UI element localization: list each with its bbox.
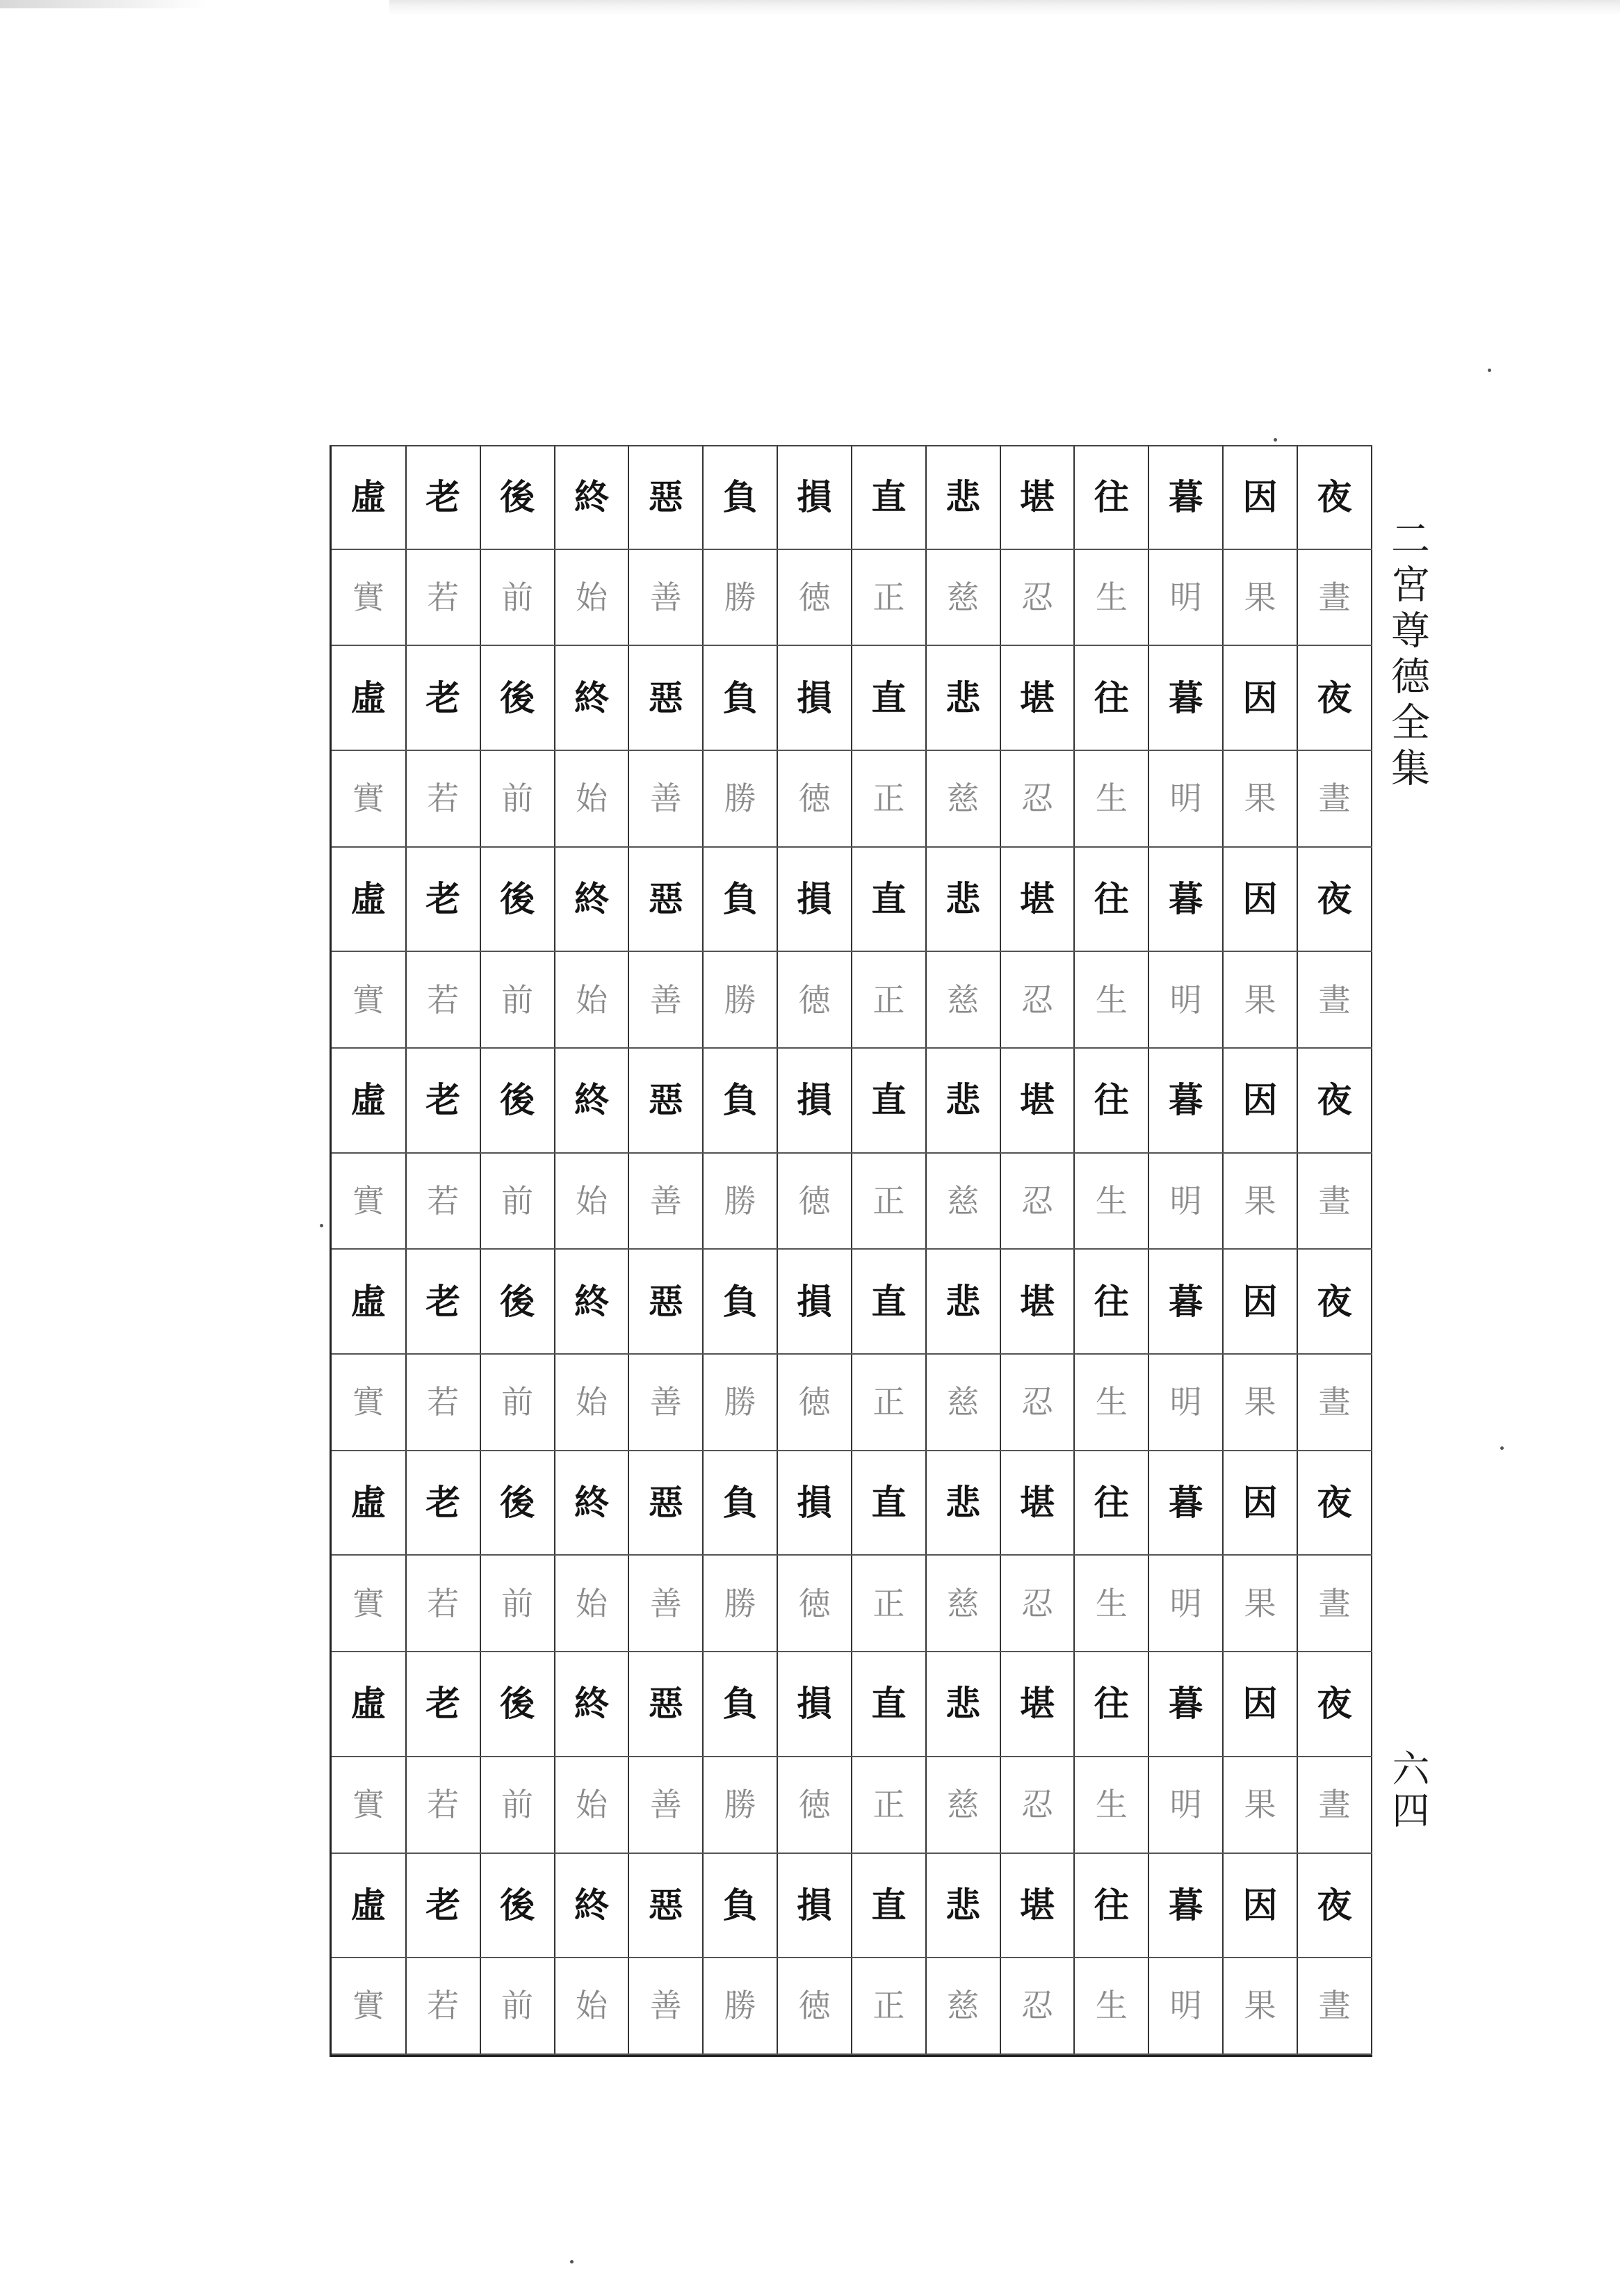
grid-cell: 虛 bbox=[332, 847, 406, 951]
grid-cell: 暮 bbox=[1148, 1249, 1223, 1353]
grid-cell: 損 bbox=[777, 645, 852, 750]
grid-cell: 正 bbox=[852, 1958, 926, 2054]
grid-cell: 因 bbox=[1223, 1451, 1297, 1555]
grid-cell: 若 bbox=[406, 1153, 480, 1250]
grid-cell: 前 bbox=[480, 1958, 555, 2054]
grid-cell: 暮 bbox=[1148, 645, 1223, 750]
grid-cell: 直 bbox=[852, 1048, 926, 1152]
grid-cell: 終 bbox=[555, 1652, 629, 1756]
grid-cell: 負 bbox=[703, 446, 777, 549]
dust-speck bbox=[1488, 369, 1491, 372]
grid-cell: 暮 bbox=[1148, 1048, 1223, 1152]
grid-cell: 勝 bbox=[703, 750, 777, 847]
grid-cell: 往 bbox=[1074, 645, 1148, 750]
grid-cell: 徳 bbox=[777, 1354, 852, 1451]
grid-cell: 明 bbox=[1148, 750, 1223, 847]
grid-cell: 往 bbox=[1074, 1853, 1148, 1958]
grid-cell: 終 bbox=[555, 446, 629, 549]
grid-cell: 勝 bbox=[703, 549, 777, 646]
dust-speck bbox=[1274, 438, 1277, 442]
grid-cell: 勝 bbox=[703, 1555, 777, 1652]
grid-cell: 徳 bbox=[777, 750, 852, 847]
grid-cell: 果 bbox=[1223, 750, 1297, 847]
grid-cell: 善 bbox=[628, 951, 703, 1048]
grid-cell: 悲 bbox=[926, 645, 1000, 750]
grid-cell: 虛 bbox=[332, 1048, 406, 1152]
grid-cell: 果 bbox=[1223, 1153, 1297, 1250]
grid-cell: 因 bbox=[1223, 1249, 1297, 1353]
grid-cell: 勝 bbox=[703, 951, 777, 1048]
grid-cell: 明 bbox=[1148, 1958, 1223, 2054]
grid-cell: 生 bbox=[1074, 1354, 1148, 1451]
grid-cell: 若 bbox=[406, 1354, 480, 1451]
grid-cell: 悲 bbox=[926, 1249, 1000, 1353]
grid-cell: 正 bbox=[852, 1153, 926, 1250]
grid-cell: 勝 bbox=[703, 1153, 777, 1250]
grid-cell: 因 bbox=[1223, 847, 1297, 951]
grid-row bbox=[332, 549, 1372, 646]
grid-cell: 實 bbox=[332, 1757, 406, 1853]
grid-cell: 慈 bbox=[926, 1958, 1000, 2054]
grid-cell: 慈 bbox=[926, 1757, 1000, 1853]
grid-cell: 善 bbox=[628, 1958, 703, 2054]
grid-cell: 正 bbox=[852, 1354, 926, 1451]
grid-cell: 忍 bbox=[1000, 951, 1075, 1048]
grid-cell: 果 bbox=[1223, 1757, 1297, 1853]
grid-cell: 終 bbox=[555, 1048, 629, 1152]
grid-cell: 負 bbox=[703, 847, 777, 951]
grid-cell: 生 bbox=[1074, 1757, 1148, 1853]
grid-cell: 忍 bbox=[1000, 1354, 1075, 1451]
grid-cell: 暮 bbox=[1148, 446, 1223, 549]
grid-cell: 悲 bbox=[926, 1048, 1000, 1152]
grid-cell: 晝 bbox=[1297, 1757, 1372, 1853]
grid-cell: 生 bbox=[1074, 1153, 1148, 1250]
grid-cell: 因 bbox=[1223, 1652, 1297, 1756]
grid-cell: 惡 bbox=[628, 1652, 703, 1756]
grid-cell: 損 bbox=[777, 1853, 852, 1958]
grid-cell: 暮 bbox=[1148, 1853, 1223, 1958]
grid-cell: 勝 bbox=[703, 1958, 777, 2054]
grid-row bbox=[332, 1958, 1372, 2054]
grid-cell: 堪 bbox=[1000, 847, 1075, 951]
grid-cell: 惡 bbox=[628, 1048, 703, 1152]
grid-cell: 直 bbox=[852, 1451, 926, 1555]
grid-row bbox=[332, 1048, 1372, 1152]
grid-cell: 明 bbox=[1148, 1153, 1223, 1250]
grid-row bbox=[332, 1853, 1372, 1958]
grid-cell: 生 bbox=[1074, 951, 1148, 1048]
grid-cell: 虛 bbox=[332, 446, 406, 549]
grid-cell: 直 bbox=[852, 446, 926, 549]
grid-cell: 惡 bbox=[628, 1451, 703, 1555]
grid-cell: 實 bbox=[332, 549, 406, 646]
grid-cell: 老 bbox=[406, 645, 480, 750]
grid-cell: 前 bbox=[480, 1757, 555, 1853]
grid-cell: 直 bbox=[852, 1652, 926, 1756]
grid-row bbox=[332, 645, 1372, 750]
grid-cell: 忍 bbox=[1000, 750, 1075, 847]
grid-row bbox=[332, 1451, 1372, 1555]
grid-cell: 正 bbox=[852, 1555, 926, 1652]
grid-cell: 生 bbox=[1074, 1958, 1148, 2054]
grid-cell: 徳 bbox=[777, 1555, 852, 1652]
grid-cell: 後 bbox=[480, 645, 555, 750]
grid-row bbox=[332, 1354, 1372, 1451]
grid-cell: 老 bbox=[406, 1249, 480, 1353]
grid-cell: 直 bbox=[852, 847, 926, 951]
grid-cell: 善 bbox=[628, 1555, 703, 1652]
character-table bbox=[332, 446, 1372, 2055]
grid-cell: 暮 bbox=[1148, 847, 1223, 951]
grid-cell: 往 bbox=[1074, 1451, 1148, 1555]
grid-cell: 慈 bbox=[926, 951, 1000, 1048]
grid-cell: 果 bbox=[1223, 549, 1297, 646]
grid-cell: 晝 bbox=[1297, 1555, 1372, 1652]
grid-cell: 慈 bbox=[926, 549, 1000, 646]
grid-cell: 直 bbox=[852, 1249, 926, 1353]
grid-cell: 勝 bbox=[703, 1354, 777, 1451]
grid-cell: 損 bbox=[777, 1451, 852, 1555]
grid-cell: 明 bbox=[1148, 951, 1223, 1048]
grid-cell: 若 bbox=[406, 1958, 480, 2054]
grid-cell: 實 bbox=[332, 951, 406, 1048]
grid-cell: 實 bbox=[332, 1555, 406, 1652]
grid-cell: 損 bbox=[777, 847, 852, 951]
grid-cell: 老 bbox=[406, 1451, 480, 1555]
grid-cell: 往 bbox=[1074, 1249, 1148, 1353]
grid-cell: 老 bbox=[406, 847, 480, 951]
grid-cell: 負 bbox=[703, 1652, 777, 1756]
grid-cell: 負 bbox=[703, 1249, 777, 1353]
grid-cell: 明 bbox=[1148, 1555, 1223, 1652]
dust-speck bbox=[1500, 1446, 1504, 1450]
grid-cell: 始 bbox=[555, 1757, 629, 1853]
grid-cell: 老 bbox=[406, 1853, 480, 1958]
grid-cell: 夜 bbox=[1297, 1048, 1372, 1152]
grid-cell: 實 bbox=[332, 1153, 406, 1250]
grid-cell: 前 bbox=[480, 1153, 555, 1250]
grid-cell: 前 bbox=[480, 750, 555, 847]
dust-speck bbox=[320, 1224, 323, 1227]
grid-cell: 往 bbox=[1074, 446, 1148, 549]
grid-cell: 生 bbox=[1074, 750, 1148, 847]
grid-cell: 負 bbox=[703, 645, 777, 750]
running-title: 二宮尊德全集 bbox=[1385, 518, 1430, 793]
grid-cell: 堪 bbox=[1000, 645, 1075, 750]
scan-edge-shadow-top bbox=[389, 0, 1620, 15]
grid-cell: 虛 bbox=[332, 1451, 406, 1555]
grid-cell: 夜 bbox=[1297, 1249, 1372, 1353]
scan-edge-shadow-left bbox=[0, 0, 209, 8]
grid-cell: 慈 bbox=[926, 1153, 1000, 1250]
grid-cell: 負 bbox=[703, 1048, 777, 1152]
grid-cell: 實 bbox=[332, 750, 406, 847]
grid-cell: 損 bbox=[777, 1249, 852, 1353]
grid-cell: 直 bbox=[852, 645, 926, 750]
grid-cell: 因 bbox=[1223, 1048, 1297, 1152]
grid-cell: 後 bbox=[480, 847, 555, 951]
grid-cell: 勝 bbox=[703, 1757, 777, 1853]
grid-cell: 老 bbox=[406, 1048, 480, 1152]
grid-cell: 堪 bbox=[1000, 1853, 1075, 1958]
grid-cell: 因 bbox=[1223, 446, 1297, 549]
grid-cell: 夜 bbox=[1297, 1451, 1372, 1555]
grid-cell: 堪 bbox=[1000, 1048, 1075, 1152]
grid-cell: 負 bbox=[703, 1451, 777, 1555]
grid-row bbox=[332, 1153, 1372, 1250]
grid-cell: 前 bbox=[480, 951, 555, 1048]
grid-cell: 慈 bbox=[926, 1555, 1000, 1652]
page-number: 六四 bbox=[1386, 1749, 1430, 1832]
grid-cell: 損 bbox=[777, 446, 852, 549]
grid-cell: 前 bbox=[480, 1555, 555, 1652]
grid-cell: 善 bbox=[628, 1757, 703, 1853]
grid-cell: 果 bbox=[1223, 1958, 1297, 2054]
grid-cell: 往 bbox=[1074, 1048, 1148, 1152]
grid-cell: 因 bbox=[1223, 1853, 1297, 1958]
grid-cell: 果 bbox=[1223, 1354, 1297, 1451]
grid-cell: 晝 bbox=[1297, 951, 1372, 1048]
grid-cell: 徳 bbox=[777, 951, 852, 1048]
grid-cell: 忍 bbox=[1000, 1757, 1075, 1853]
grid-cell: 前 bbox=[480, 1354, 555, 1451]
grid-cell: 正 bbox=[852, 1757, 926, 1853]
grid-cell: 忍 bbox=[1000, 1555, 1075, 1652]
grid-cell: 直 bbox=[852, 1853, 926, 1958]
grid-cell: 因 bbox=[1223, 645, 1297, 750]
grid-cell: 生 bbox=[1074, 549, 1148, 646]
grid-cell: 堪 bbox=[1000, 446, 1075, 549]
grid-cell: 悲 bbox=[926, 1652, 1000, 1756]
grid-cell: 前 bbox=[480, 549, 555, 646]
grid-cell: 後 bbox=[480, 1652, 555, 1756]
grid-cell: 虛 bbox=[332, 1853, 406, 1958]
grid-cell: 堪 bbox=[1000, 1451, 1075, 1555]
grid-cell: 忍 bbox=[1000, 1153, 1075, 1250]
grid-cell: 晝 bbox=[1297, 1958, 1372, 2054]
grid-cell: 始 bbox=[555, 1354, 629, 1451]
grid-cell: 堪 bbox=[1000, 1249, 1075, 1353]
grid-cell: 若 bbox=[406, 951, 480, 1048]
grid-cell: 後 bbox=[480, 1451, 555, 1555]
grid-cell: 徳 bbox=[777, 1757, 852, 1853]
grid-cell: 生 bbox=[1074, 1555, 1148, 1652]
grid-cell: 後 bbox=[480, 446, 555, 549]
grid-cell: 晝 bbox=[1297, 1354, 1372, 1451]
grid-cell: 惡 bbox=[628, 1249, 703, 1353]
grid-cell: 悲 bbox=[926, 446, 1000, 549]
grid-cell: 夜 bbox=[1297, 645, 1372, 750]
grid-cell: 終 bbox=[555, 1853, 629, 1958]
grid-cell: 善 bbox=[628, 1354, 703, 1451]
grid-cell: 明 bbox=[1148, 549, 1223, 646]
grid-cell: 始 bbox=[555, 750, 629, 847]
grid-cell: 虛 bbox=[332, 645, 406, 750]
grid-cell: 老 bbox=[406, 1652, 480, 1756]
grid-cell: 若 bbox=[406, 750, 480, 847]
grid-cell: 晝 bbox=[1297, 1153, 1372, 1250]
grid-cell: 始 bbox=[555, 1153, 629, 1250]
grid-cell: 後 bbox=[480, 1853, 555, 1958]
grid-cell: 忍 bbox=[1000, 549, 1075, 646]
grid-cell: 損 bbox=[777, 1652, 852, 1756]
grid-cell: 明 bbox=[1148, 1354, 1223, 1451]
grid-cell: 晝 bbox=[1297, 549, 1372, 646]
grid-cell: 善 bbox=[628, 549, 703, 646]
grid-cell: 惡 bbox=[628, 847, 703, 951]
grid-cell: 正 bbox=[852, 750, 926, 847]
grid-row bbox=[332, 1652, 1372, 1756]
grid-cell: 果 bbox=[1223, 1555, 1297, 1652]
grid-cell: 虛 bbox=[332, 1652, 406, 1756]
grid-cell: 若 bbox=[406, 1555, 480, 1652]
grid-cell: 若 bbox=[406, 1757, 480, 1853]
grid-row bbox=[332, 1555, 1372, 1652]
grid-cell: 後 bbox=[480, 1048, 555, 1152]
character-grid bbox=[330, 445, 1372, 2057]
grid-cell: 往 bbox=[1074, 847, 1148, 951]
grid-cell: 虛 bbox=[332, 1249, 406, 1353]
grid-cell: 悲 bbox=[926, 847, 1000, 951]
grid-row bbox=[332, 446, 1372, 549]
grid-cell: 惡 bbox=[628, 1853, 703, 1958]
grid-cell: 晝 bbox=[1297, 750, 1372, 847]
grid-cell: 果 bbox=[1223, 951, 1297, 1048]
grid-cell: 老 bbox=[406, 446, 480, 549]
grid-cell: 慈 bbox=[926, 750, 1000, 847]
grid-cell: 夜 bbox=[1297, 847, 1372, 951]
grid-row bbox=[332, 1757, 1372, 1853]
grid-cell: 實 bbox=[332, 1958, 406, 2054]
grid-cell: 始 bbox=[555, 549, 629, 646]
grid-cell: 終 bbox=[555, 645, 629, 750]
grid-cell: 正 bbox=[852, 951, 926, 1048]
grid-cell: 損 bbox=[777, 1048, 852, 1152]
grid-row bbox=[332, 1249, 1372, 1353]
grid-cell: 始 bbox=[555, 1555, 629, 1652]
grid-row bbox=[332, 750, 1372, 847]
grid-cell: 堪 bbox=[1000, 1652, 1075, 1756]
grid-cell: 忍 bbox=[1000, 1958, 1075, 2054]
grid-cell: 善 bbox=[628, 750, 703, 847]
grid-cell: 徳 bbox=[777, 1958, 852, 2054]
grid-cell: 明 bbox=[1148, 1757, 1223, 1853]
grid-cell: 徳 bbox=[777, 1153, 852, 1250]
grid-cell: 終 bbox=[555, 847, 629, 951]
grid-cell: 慈 bbox=[926, 1354, 1000, 1451]
grid-cell: 夜 bbox=[1297, 446, 1372, 549]
grid-cell: 終 bbox=[555, 1249, 629, 1353]
grid-cell: 暮 bbox=[1148, 1451, 1223, 1555]
grid-cell: 後 bbox=[480, 1249, 555, 1353]
grid-cell: 悲 bbox=[926, 1853, 1000, 1958]
grid-cell: 善 bbox=[628, 1153, 703, 1250]
dust-speck bbox=[570, 2260, 574, 2263]
grid-cell: 惡 bbox=[628, 645, 703, 750]
grid-cell: 始 bbox=[555, 951, 629, 1048]
grid-cell: 終 bbox=[555, 1451, 629, 1555]
grid-row bbox=[332, 951, 1372, 1048]
grid-cell: 夜 bbox=[1297, 1853, 1372, 1958]
grid-cell: 悲 bbox=[926, 1451, 1000, 1555]
grid-cell: 若 bbox=[406, 549, 480, 646]
grid-cell: 實 bbox=[332, 1354, 406, 1451]
grid-cell: 夜 bbox=[1297, 1652, 1372, 1756]
grid-cell: 正 bbox=[852, 549, 926, 646]
grid-cell: 暮 bbox=[1148, 1652, 1223, 1756]
grid-cell: 惡 bbox=[628, 446, 703, 549]
grid-cell: 始 bbox=[555, 1958, 629, 2054]
grid-cell: 徳 bbox=[777, 549, 852, 646]
grid-cell: 往 bbox=[1074, 1652, 1148, 1756]
grid-cell: 負 bbox=[703, 1853, 777, 1958]
grid-row bbox=[332, 847, 1372, 951]
